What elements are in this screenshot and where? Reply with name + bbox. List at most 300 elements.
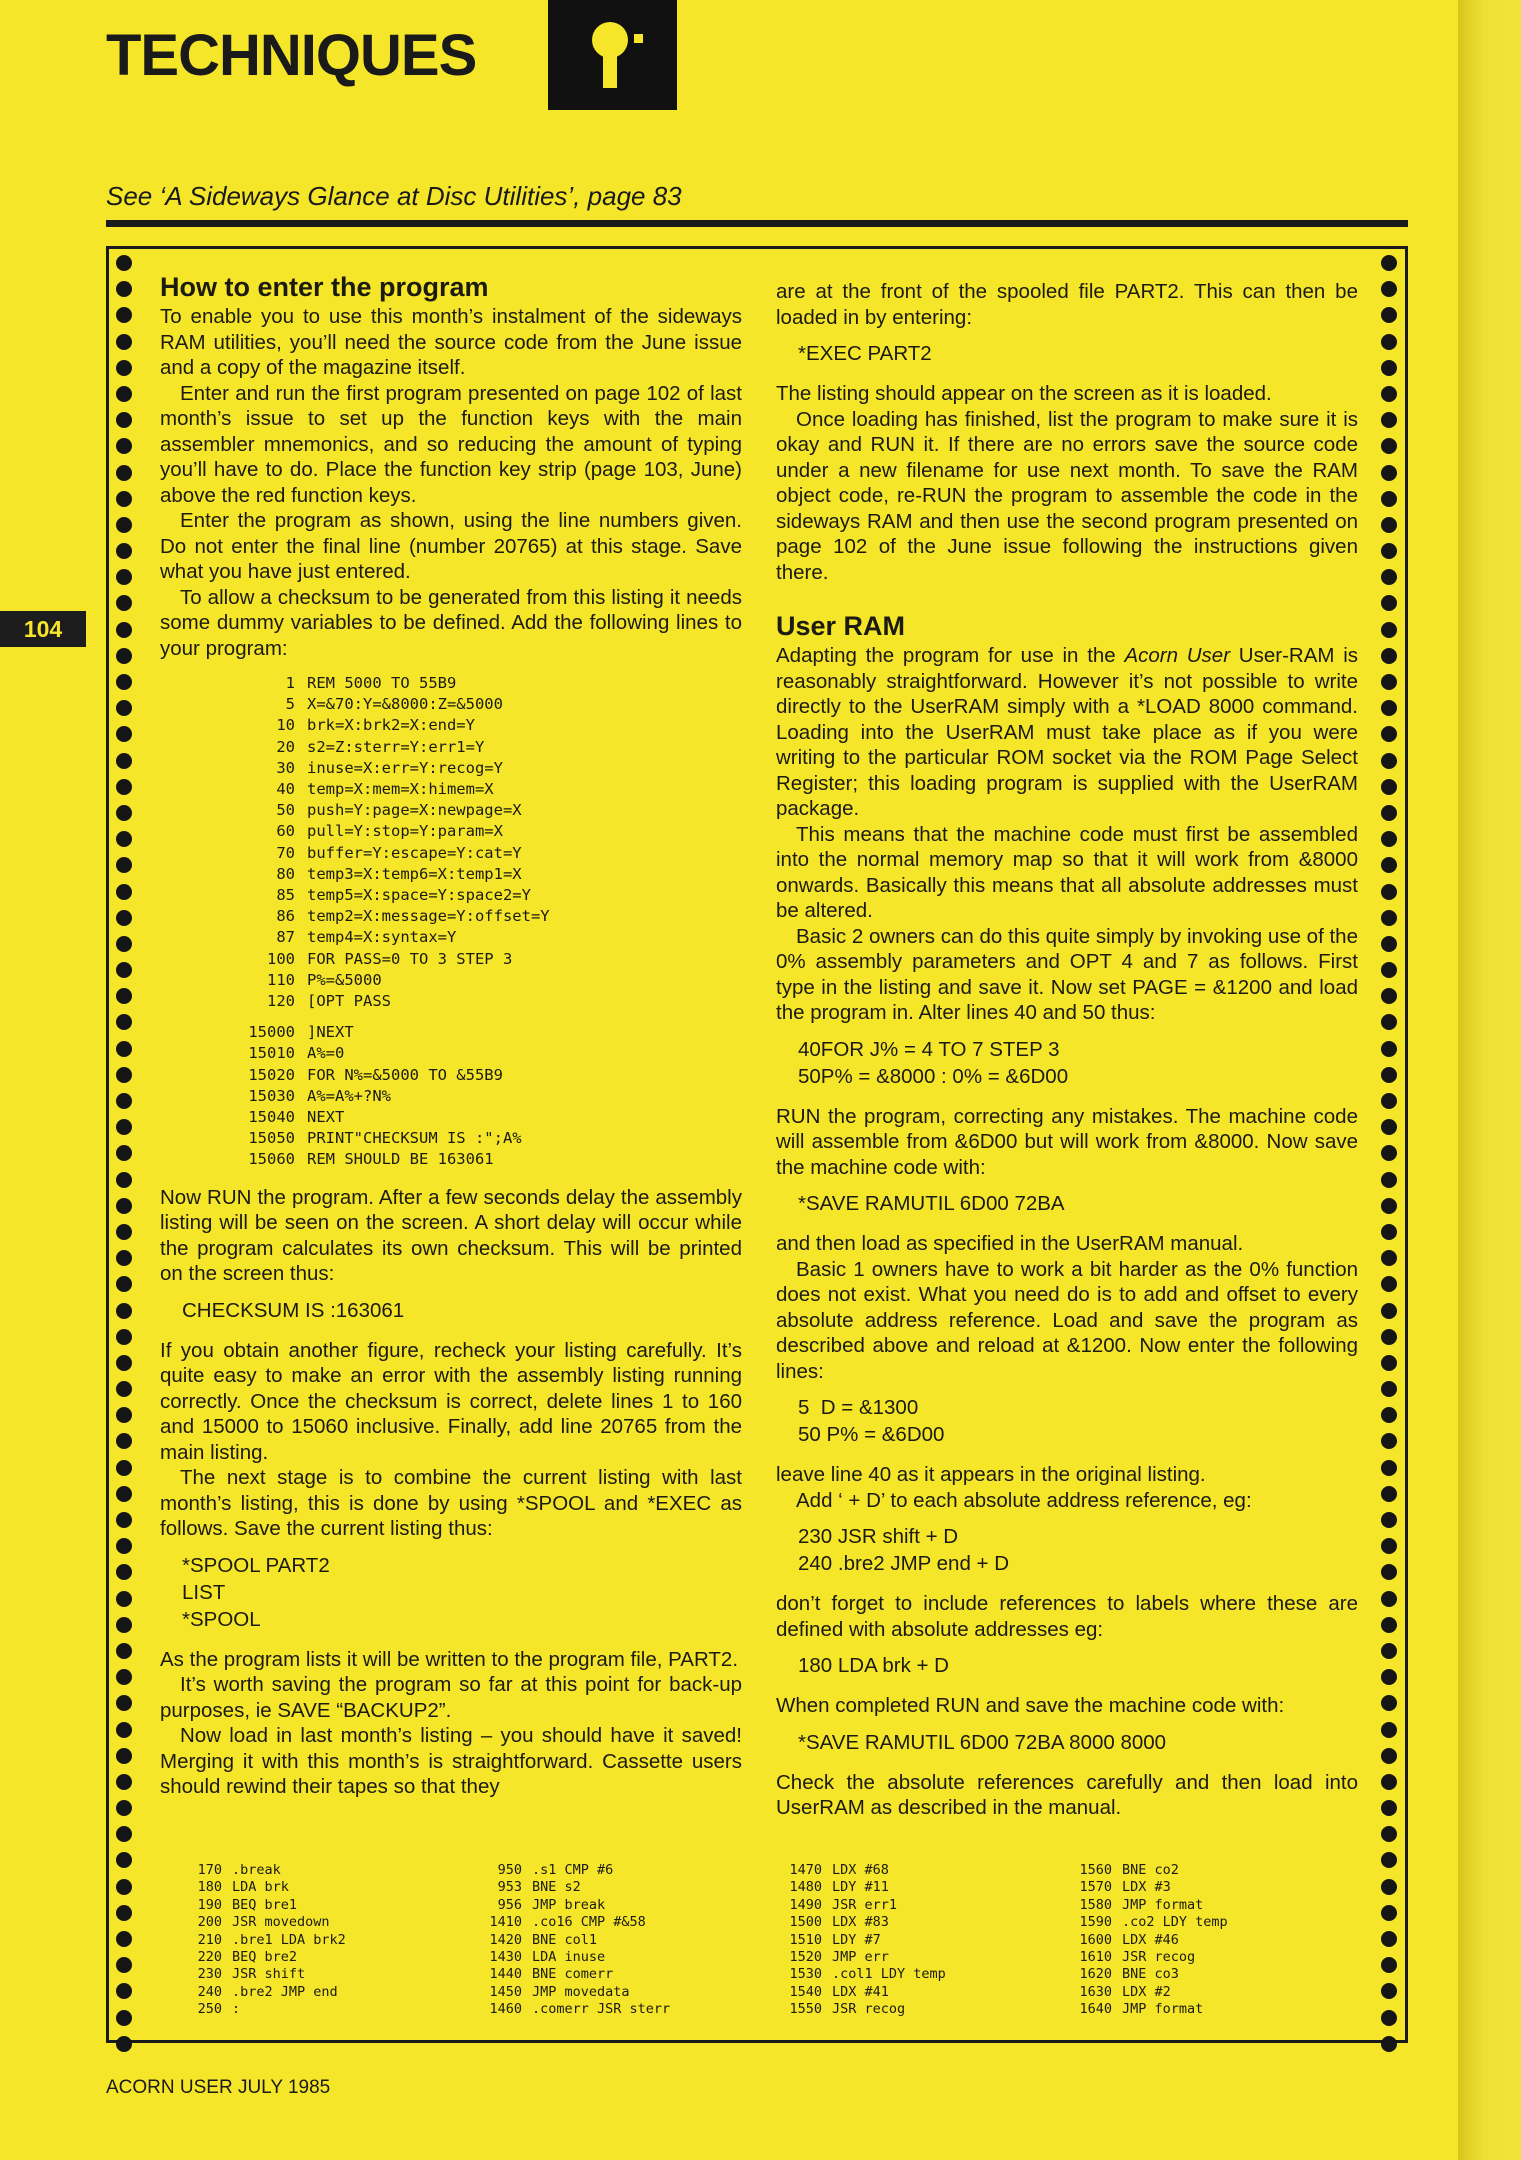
line-code: REM SHOULD BE 163061 — [307, 1150, 494, 1169]
perforation-hole — [1381, 1224, 1397, 1240]
command-block — [798, 1036, 1358, 1090]
line-code: .bre2 JMP end — [232, 1983, 338, 2000]
command-block — [182, 1552, 742, 1633]
perforation-hole — [116, 307, 132, 323]
perforation-hole — [1381, 595, 1397, 611]
line-number: 30 — [276, 758, 295, 777]
line-number: 87 — [276, 928, 295, 947]
perforation-hole — [1381, 1433, 1397, 1449]
line-code: temp3=X:temp6=X:temp1=X — [307, 864, 522, 883]
command-line: *SPOOL — [182, 1607, 261, 1631]
listing-line — [760, 1897, 946, 1914]
right-column — [776, 279, 1358, 1821]
perforation-hole — [1381, 1905, 1397, 1921]
line-number: 80 — [276, 864, 295, 883]
perforation-hole — [1381, 1564, 1397, 1580]
perforation-hole — [116, 936, 132, 952]
line-code: brk=X:brk2=X:end=Y — [307, 716, 475, 735]
listing-line — [760, 1949, 946, 1966]
perforation-hole — [116, 595, 132, 611]
paragraph: The next stage is to combine the current listing with last month’s listing, this is done by using *SPOOL and *EXEC as follows. Save the current listing thus: — [160, 1466, 742, 1541]
line-code: .co2 LDY temp — [1122, 1914, 1228, 1931]
line-code: LDX #46 — [1122, 1931, 1179, 1948]
paragraph: leave line 40 as it appears in the original listing. — [776, 1463, 1206, 1486]
perforation-hole — [116, 1041, 132, 1057]
line-number: 15060 — [248, 1150, 295, 1169]
listing-line — [160, 758, 742, 779]
listing-line — [1050, 1879, 1228, 1896]
perforation-hole — [116, 1145, 132, 1161]
listing-line — [160, 821, 742, 842]
listing-line — [160, 694, 742, 715]
paragraph — [776, 643, 1358, 822]
line-number: 15020 — [248, 1065, 295, 1084]
line-number: 1600 — [1079, 1931, 1112, 1948]
perforation-hole — [116, 334, 132, 350]
perforation-hole — [116, 674, 132, 690]
listing-line — [160, 1149, 742, 1170]
perforation-left — [116, 255, 134, 2062]
perforation-hole — [116, 1067, 132, 1083]
line-number: 1550 — [789, 2001, 822, 2018]
listing-line — [760, 1879, 946, 1896]
perforation-hole — [1381, 517, 1397, 533]
line-number: 1430 — [489, 1949, 522, 1966]
command-block — [798, 1729, 1358, 1756]
perforation-hole — [116, 1512, 132, 1528]
listing-column — [1050, 1862, 1228, 2019]
perforation-hole — [1381, 857, 1397, 873]
command-line: *SPOOL PART2 — [182, 1553, 330, 1577]
perforation-hole — [1381, 1329, 1397, 1345]
listing-line — [760, 1966, 946, 1983]
line-code: LDX #2 — [1122, 1983, 1171, 2000]
line-code: BNE col1 — [532, 1931, 598, 1948]
listing-line — [160, 1897, 346, 1914]
perforation-hole — [116, 779, 132, 795]
line-number: 86 — [276, 907, 295, 926]
paragraph: don’t forget to include references to labels where these are defined with absolute addresses eg: — [776, 1592, 1358, 1641]
line-number: 1440 — [489, 1966, 522, 1983]
perforation-hole — [1381, 491, 1397, 507]
left-column — [160, 272, 742, 1800]
paragraph: To allow a checksum to be generated from this listing it needs some dummy variables to be defined. Add the following lines to your program: — [160, 585, 742, 660]
line-code: BNE comerr — [532, 1966, 614, 1983]
line-number: 170 — [197, 1862, 222, 1878]
line-number: 1500 — [789, 1914, 822, 1931]
perforation-hole — [1381, 726, 1397, 742]
perforation-hole — [1381, 1381, 1397, 1397]
line-code: JSR recog — [832, 2001, 906, 2018]
perforation-hole — [116, 1879, 132, 1895]
perforation-hole — [1381, 1826, 1397, 1842]
perforation-hole — [1381, 1617, 1397, 1633]
listing-line — [160, 1879, 346, 1896]
line-number: 1630 — [1079, 1983, 1112, 2000]
perforation-hole — [1381, 255, 1397, 271]
line-number: 85 — [276, 886, 295, 905]
line-code: temp=X:mem=X:himem=X — [307, 780, 494, 799]
listing-line — [160, 1107, 742, 1128]
line-number: 70 — [276, 843, 295, 862]
perforation-hole — [116, 255, 132, 271]
command-line: 240 .bre2 JMP end + D — [798, 1552, 1010, 1575]
listing-line — [460, 1949, 670, 1966]
perforation-hole — [116, 1826, 132, 1842]
command-block — [798, 1523, 1358, 1577]
perforation-hole — [1381, 569, 1397, 585]
line-number: 220 — [197, 1949, 222, 1966]
perforation-hole — [1381, 360, 1397, 376]
line-code: ]NEXT — [307, 1023, 354, 1042]
command-line: *SAVE RAMUTIL 6D00 72BA 8000 8000 — [798, 1730, 1167, 1754]
listing-line — [460, 1862, 670, 1879]
listing-line — [460, 1966, 670, 1983]
command-block — [798, 340, 1358, 367]
listing-line — [160, 906, 742, 927]
perforation-hole — [116, 569, 132, 585]
text: Adapting the program for use in the — [776, 644, 1125, 667]
listing-line — [460, 1897, 670, 1914]
listing-line — [1050, 1862, 1228, 1879]
line-code: .s1 CMP #6 — [532, 1862, 614, 1878]
line-code: LDX #3 — [1122, 1879, 1171, 1896]
command-line: CHECKSUM IS :163061 — [182, 1298, 405, 1322]
line-code: .bre1 LDA brk2 — [232, 1931, 346, 1948]
command-line: *SAVE RAMUTIL 6D00 72BA — [798, 1192, 1065, 1215]
line-code: NEXT — [307, 1108, 345, 1127]
perforation-hole — [1381, 465, 1397, 481]
line-code: JMP err — [832, 1949, 889, 1966]
perforation-hole — [1381, 1852, 1397, 1868]
line-code: .col1 LDY temp — [832, 1966, 946, 1983]
perforation-hole — [116, 1433, 132, 1449]
listing-line — [160, 1022, 742, 1043]
listing-line — [160, 673, 742, 694]
perforation-hole — [116, 1250, 132, 1266]
line-number: 60 — [276, 822, 295, 841]
perforation-hole — [116, 1329, 132, 1345]
paragraph: Add ‘ + D’ to each absolute address reference, eg: — [796, 1488, 1252, 1512]
listing-line — [460, 1984, 670, 2001]
perforation-hole — [1381, 1512, 1397, 1528]
line-number: 1590 — [1079, 1914, 1112, 1931]
listing-line — [160, 1043, 742, 1064]
perforation-hole — [1381, 386, 1397, 402]
paragraph: Enter the program as shown, using the line numbers given. Do not enter the final line (number 20765) at this stage. Save what you have just entered. — [160, 509, 742, 583]
line-number: 1450 — [489, 1983, 522, 2000]
perforation-hole — [1381, 543, 1397, 559]
line-number: 120 — [267, 992, 295, 1011]
line-code: JSR err1 — [832, 1896, 898, 1913]
perforation-hole — [116, 1119, 132, 1135]
perforation-hole — [116, 1983, 132, 1999]
paragraph: Check the absolute references carefully and then load into UserRAM as described in the manual. — [776, 1770, 1358, 1819]
listing-line — [1050, 1932, 1228, 1949]
perforation-hole — [1381, 1748, 1397, 1764]
line-number: 5 — [285, 695, 295, 714]
line-number: 1 — [285, 674, 295, 692]
perforation-hole — [1381, 1172, 1397, 1188]
line-number: 1620 — [1079, 1966, 1112, 1983]
listing-line — [160, 1086, 742, 1107]
line-number: 1580 — [1079, 1896, 1112, 1913]
paragraph: As the program lists it will be written to the program file, PART2. — [160, 1647, 739, 1671]
paragraph: Basic 1 owners have to work a bit harder as the 0% function does not exist. What you need do is to add and offset to every absolute address reference. Load and save the program as described above and reload at &1200. Now enter the following lines: — [776, 1257, 1358, 1383]
listing-gap — [160, 1012, 742, 1022]
perforation-hole — [116, 1748, 132, 1764]
line-code: A%=A%+?N% — [307, 1086, 391, 1105]
listing-line — [1050, 1897, 1228, 1914]
line-number: 20 — [276, 737, 295, 756]
perforation-hole — [1381, 648, 1397, 664]
line-code: REM 5000 TO 55B9 — [307, 674, 457, 692]
listing-line — [760, 1984, 946, 2001]
line-number: 956 — [497, 1896, 522, 1913]
perforation-hole — [1381, 1014, 1397, 1030]
line-code: .co16 CMP #&58 — [532, 1914, 646, 1931]
line-code: FOR N%=&5000 TO &55B9 — [307, 1065, 503, 1084]
perforation-hole — [116, 726, 132, 742]
perforation-hole — [116, 988, 132, 1004]
command-line: 5 D = &1300 — [798, 1396, 919, 1419]
heading-user-ram: User RAM — [776, 611, 906, 641]
line-number: 100 — [267, 949, 295, 968]
perforation-hole — [1381, 1983, 1397, 1999]
line-code: LDA brk — [232, 1879, 289, 1896]
line-number: 1640 — [1079, 2001, 1112, 2018]
line-number: 15010 — [248, 1044, 295, 1063]
line-code: pull=Y:stop=Y:param=X — [307, 822, 503, 841]
listing-line — [460, 1879, 670, 1896]
perforation-hole — [116, 1276, 132, 1292]
header-rule — [106, 220, 1408, 227]
perforation-hole — [1381, 700, 1397, 716]
perforation-hole — [116, 517, 132, 533]
paragraph: If you obtain another figure, recheck your listing carefully. It’s quite easy to make an error with the assembly listing running correctly. Once the checksum is correct, delete lines 1 to 160 and 15000 to 15060 inclusive. Finally, add line 20765 from the main listing. — [160, 1338, 742, 1464]
perforation-hole — [116, 1014, 132, 1030]
listing-line — [1050, 1949, 1228, 1966]
perforation-hole — [1381, 805, 1397, 821]
line-code: JMP movedata — [532, 1983, 630, 2000]
listing-line — [760, 1914, 946, 1931]
perforation-hole — [116, 1381, 132, 1397]
line-number: 15050 — [248, 1129, 295, 1148]
footer-issue: ACORN USER JULY 1985 — [106, 2077, 331, 2098]
perforation-hole — [1381, 1145, 1397, 1161]
perforation-hole — [116, 465, 132, 481]
line-code: JMP format — [1122, 1896, 1204, 1913]
perforation-hole — [116, 1905, 132, 1921]
line-code: buffer=Y:escape=Y:cat=Y — [307, 843, 522, 862]
perforation-hole — [116, 857, 132, 873]
perforation-hole — [116, 831, 132, 847]
perforation-hole — [1381, 831, 1397, 847]
line-number: 210 — [197, 1931, 222, 1948]
line-number: 1410 — [489, 1914, 522, 1931]
perforation-hole — [1381, 1067, 1397, 1083]
listing-line — [160, 737, 742, 758]
line-number: 230 — [197, 1966, 222, 1983]
perforation-hole — [1381, 1119, 1397, 1135]
perforation-hole — [1381, 1303, 1397, 1319]
page-number-tab: 104 — [0, 611, 86, 647]
paragraph: It’s worth saving the program so far at this point for back-up purposes, ie SAVE “BACKUP2”. — [160, 1673, 742, 1722]
line-code: .comerr JSR sterr — [532, 2001, 671, 2018]
text-italic: Acorn User — [1124, 644, 1231, 667]
listing-line — [1050, 1914, 1228, 1931]
listing-line — [160, 991, 742, 1012]
perforation-hole — [1381, 1931, 1397, 1947]
perforation-hole — [1381, 281, 1397, 297]
listing-line — [160, 949, 742, 970]
line-number: 1610 — [1079, 1949, 1112, 1966]
perforation-hole — [1381, 884, 1397, 900]
listing-line — [160, 1065, 742, 1086]
perforation-hole — [1381, 1276, 1397, 1292]
listing-line — [160, 1914, 346, 1931]
paragraph: The listing should appear on the screen as it is loaded. — [776, 382, 1272, 405]
line-code: BNE co3 — [1122, 1966, 1179, 1983]
line-number: 1570 — [1079, 1879, 1112, 1896]
perforation-hole — [116, 1460, 132, 1476]
line-code: [OPT PASS — [307, 992, 391, 1011]
perforation-hole — [116, 1564, 132, 1580]
command-line: *EXEC PART2 — [798, 342, 932, 365]
perforation-hole — [116, 1617, 132, 1633]
line-number: 10 — [276, 716, 295, 735]
line-number: 180 — [197, 1879, 222, 1896]
perforation-hole — [1381, 910, 1397, 926]
listing-line — [760, 1932, 946, 1949]
listing-column — [760, 1862, 946, 2019]
paragraph: Now RUN the program. After a few seconds delay the assembly listing will be seen on the screen. A short delay will occur while the program calculates its own checksum. This will be printed on the screen thus: — [160, 1185, 742, 1286]
disk-keyhole-icon — [548, 0, 677, 110]
command-line: LIST — [182, 1580, 226, 1604]
perforation-hole — [1381, 622, 1397, 638]
line-number: 1540 — [789, 1983, 822, 2000]
line-number: 953 — [497, 1879, 522, 1896]
perforation-hole — [116, 1538, 132, 1554]
perforation-hole — [1381, 1460, 1397, 1476]
command-block — [798, 1652, 1358, 1679]
paragraph: and then load as specified in the UserRAM manual. — [776, 1232, 1244, 1255]
perforation-hole — [1381, 1041, 1397, 1057]
perforation-hole — [116, 412, 132, 428]
line-number: 200 — [197, 1914, 222, 1931]
perforation-hole — [1381, 1774, 1397, 1790]
line-number: 15040 — [248, 1108, 295, 1127]
line-code: : — [232, 2001, 241, 2018]
line-code: JSR shift — [232, 1966, 306, 1983]
perforation-hole — [1381, 962, 1397, 978]
perforation-hole — [1381, 1695, 1397, 1711]
paragraph: When completed RUN and save the machine code with: — [776, 1694, 1285, 1717]
perforation-hole — [1381, 1591, 1397, 1607]
line-number: 40 — [276, 780, 295, 799]
line-code: PRINT"CHECKSUM IS :";A% — [307, 1129, 522, 1148]
listing-column — [460, 1862, 670, 2019]
perforation-hole — [116, 884, 132, 900]
perforation-hole — [116, 1303, 132, 1319]
line-code: LDX #83 — [832, 1914, 889, 1931]
line-number: 250 — [197, 2001, 222, 2018]
listing-line — [1050, 1984, 1228, 2001]
line-number: 1530 — [789, 1966, 822, 1983]
perforation-hole — [116, 1852, 132, 1868]
perforation-hole — [116, 1093, 132, 1109]
line-number: 1470 — [789, 1862, 822, 1878]
perforation-hole — [1381, 2010, 1397, 2026]
text: User-RAM is reasonably straightforward. However it’s not possible to write directly to the UserRAM simply with a *LOAD 8000 command. Loading into the UserRAM must take place as if you were writing to the particular ROM socket via the ROM Page Select Register; this loading program is supplied with the UserRAM package. — [776, 644, 1359, 820]
perforation-hole — [116, 1407, 132, 1423]
listing-line — [160, 1984, 346, 2001]
listing-line — [160, 1949, 346, 1966]
line-code: LDA inuse — [532, 1949, 606, 1966]
perforation-hole — [116, 1695, 132, 1711]
paragraph: RUN the program, correcting any mistakes. The machine code will assemble from &6D00 but will work from &8000. Now save the machine code with: — [776, 1104, 1358, 1179]
listing-line — [1050, 1966, 1228, 1983]
command-line: 50P% = &8000 : 0% = &6D00 — [798, 1064, 1069, 1088]
listing-line — [160, 927, 742, 948]
paragraph: Once loading has finished, list the program to make sure it is okay and RUN it. If there are no errors save the source code under a new filename for use next month. To save the RAM object code, re-RUN the program to assemble the code in the sideways RAM and then use the second program presented on page 102 of the June issue following the instructions given there. — [776, 407, 1358, 584]
line-number: 15030 — [248, 1086, 295, 1105]
perforation-hole — [116, 1198, 132, 1214]
line-code: temp5=X:space=Y:space2=Y — [307, 886, 531, 905]
listing-line — [460, 2001, 670, 2018]
perforation-hole — [116, 753, 132, 769]
perforation-hole — [1381, 988, 1397, 1004]
listing-line — [160, 970, 742, 991]
line-number: 1560 — [1079, 1862, 1112, 1878]
perforation-hole — [1381, 307, 1397, 323]
perforation-hole — [116, 622, 132, 638]
line-code: .break — [232, 1862, 281, 1878]
line-code: temp4=X:syntax=Y — [307, 928, 457, 947]
perforation-hole — [116, 543, 132, 559]
perforation-hole — [116, 1774, 132, 1790]
listing-line — [760, 1862, 946, 1879]
line-code: FOR PASS=0 TO 3 STEP 3 — [307, 949, 513, 968]
line-number: 1460 — [489, 2001, 522, 2018]
perforation-hole — [1381, 1486, 1397, 1502]
perforation-hole — [116, 2036, 132, 2052]
listing-line — [160, 1862, 346, 1879]
perforation-hole — [116, 962, 132, 978]
heading-enter-program: How to enter the program — [160, 272, 489, 302]
perforation-hole — [1381, 1093, 1397, 1109]
perforation-hole — [1381, 1198, 1397, 1214]
perforation-hole — [1381, 438, 1397, 454]
line-number: 50 — [276, 801, 295, 820]
line-number: 1520 — [789, 1949, 822, 1966]
perforation-hole — [1381, 936, 1397, 952]
perforation-hole — [116, 386, 132, 402]
listing-column — [160, 1862, 346, 2019]
checksum-listing — [160, 673, 742, 1171]
line-code: LDX #68 — [832, 1862, 889, 1878]
perforation-hole — [116, 805, 132, 821]
line-code: JMP format — [1122, 2001, 1204, 2018]
perforation-hole — [116, 1591, 132, 1607]
listing-line — [160, 2001, 346, 2018]
line-code: A%=0 — [307, 1044, 345, 1063]
line-number: 1490 — [789, 1896, 822, 1913]
line-number: 110 — [267, 970, 295, 989]
line-code: LDY #11 — [832, 1879, 889, 1896]
perforation-hole — [116, 1957, 132, 1973]
perforation-right — [1381, 255, 1399, 2062]
